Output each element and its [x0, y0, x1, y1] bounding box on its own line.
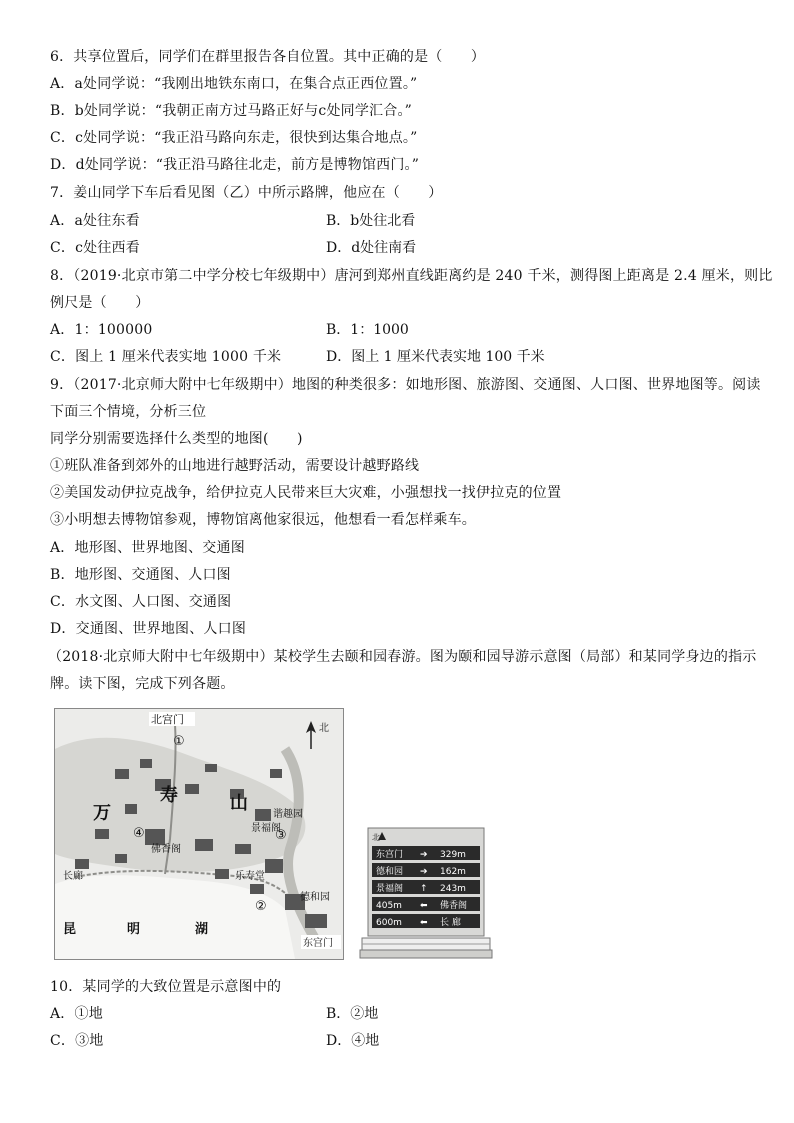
q7-option-a: A．a处往东看	[50, 213, 140, 229]
map-label-ming: 明	[127, 922, 141, 937]
sign-destination: 东宫门	[376, 850, 404, 860]
passage-intro-line1: （2018·北京师大附中七年级期中）某校学生去颐和园春游。图为颐和园导游示意图（局部）和某同学身边的指示	[48, 649, 757, 665]
map-point-1: ①	[173, 734, 185, 749]
map-label-shan: 山	[230, 793, 248, 814]
map-label-hu: 湖	[195, 922, 209, 937]
map-label-leshoutang: 乐寿堂	[235, 871, 265, 882]
q9-option-b: B．地形图、交通图、人口图	[50, 567, 231, 583]
sign-distance: 162m	[440, 867, 466, 877]
sign-arrow-icon: ➔	[420, 867, 428, 877]
q10-option-b: B．②地	[326, 1006, 379, 1022]
q10-stem: 10．某同学的大致位置是示意图中的	[50, 979, 282, 995]
q9-stem-line2: 下面三个情境，分析三位	[50, 404, 207, 420]
sign-arrow-icon: ⬅	[420, 918, 428, 928]
map-label-xiequyuan: 谐趣园	[273, 809, 303, 820]
sign-distance: 243m	[440, 884, 466, 894]
passage-intro-line2: 牌。读下图，完成下列各题。	[50, 676, 235, 692]
map-label-deheyuan: 德和园	[300, 892, 330, 903]
sign-destination: 长 廊	[440, 918, 461, 928]
map-label-wan: 万	[93, 803, 111, 824]
q9-stem-line3: 同学分别需要选择什么类型的地图( )	[50, 431, 303, 447]
q7-stem: 7．姜山同学下车后看见图（乙）中所示路牌，他应在（ ）	[50, 185, 443, 201]
q10-option-a: A．①地	[50, 1006, 103, 1022]
q6-stem: 6．共享位置后，同学们在群里报告各自位置。其中正确的是（ ）	[50, 49, 486, 65]
q7-option-b: B．b处往北看	[326, 213, 416, 229]
q10-option-c: C．③地	[50, 1033, 104, 1049]
sign-north-label: 北	[372, 833, 380, 842]
map-point-2: ②	[255, 899, 267, 914]
sign-arrow-icon: ➔	[420, 850, 428, 860]
q8-option-d: D．图上 1 厘米代表实地 100 千米	[326, 349, 545, 365]
q8-option-c: C．图上 1 厘米代表实地 1000 千米	[50, 349, 282, 365]
q10-option-d: D．④地	[326, 1033, 380, 1049]
q8-option-b: B．1：1000	[326, 322, 409, 338]
sign-destination: 佛香阁	[440, 901, 468, 911]
sign-destination: 景福阁	[376, 884, 404, 894]
q7-option-c: C．c处往西看	[50, 240, 140, 256]
q9-scenario-1: ①班队准备到郊外的山地进行越野活动，需要设计越野路线	[50, 458, 420, 474]
q9-option-c: C．水文图、人口图、交通图	[50, 594, 232, 610]
sign-arrow-icon: ⬅	[420, 901, 428, 911]
sign-distance: 329m	[440, 850, 466, 860]
summer-palace-map	[54, 708, 344, 960]
q6-option-c: C．c处同学说：“我正沿马路向东走，很快到达集合地点。”	[50, 130, 418, 146]
map-label-changlang: 长廊	[63, 871, 83, 882]
q8-stem-line1: 8．（2019·北京市第二中学分校七年级期中）唐河到郑州直线距离约是 240 千米，测得图上距离是 2.4 厘米，则比	[50, 268, 773, 284]
q9-option-a: A．地形图、世界地图、交通图	[50, 540, 245, 556]
sign-distance: 600m	[376, 918, 402, 928]
map-north-label: 北	[319, 723, 329, 734]
map-label-kun: 昆	[63, 922, 77, 937]
sign-distance: 405m	[376, 901, 402, 911]
sign-destination: 德和园	[376, 867, 404, 877]
q8-option-a: A．1：100000	[50, 322, 153, 338]
q9-stem-line1: 9．（2017·北京师大附中七年级期中）地图的种类很多：如地形图、旅游图、交通图、人口图、世界地图等。阅读	[50, 377, 761, 393]
q6-option-a: A．a处同学说：“我刚出地铁东南口，在集合点正西位置。”	[50, 76, 418, 92]
map-label-jingfuge: 景福阁	[251, 823, 281, 834]
direction-signboard	[358, 826, 494, 960]
q6-option-b: B．b处同学说：“我朝正南方过马路正好与c处同学汇合。”	[50, 103, 413, 119]
q9-scenario-2: ②美国发动伊拉克战争，给伊拉克人民带来巨大灾难，小强想找一找伊拉克的位置	[50, 485, 562, 501]
map-label-beigongmen: 北宫门	[151, 713, 184, 726]
map-point-3: ③	[275, 828, 287, 843]
q6-option-d: D．d处同学说：“我正沿马路往北走，前方是博物馆西门。”	[50, 157, 420, 173]
q8-stem-line2: 例尺是（ ）	[50, 295, 150, 311]
map-label-donggongmen: 东宫门	[303, 938, 333, 949]
map-label-foxiangge: 佛香阁	[151, 844, 181, 855]
map-point-4: ④	[133, 826, 145, 841]
map-label-shou: 寿	[160, 785, 178, 806]
q7-option-d: D．d处往南看	[326, 240, 417, 256]
sign-arrow-icon: ↑	[420, 884, 428, 894]
q9-scenario-3: ③小明想去博物馆参观，博物馆离他家很远，他想看一看怎样乘车。	[50, 512, 476, 528]
q9-option-d: D．交通图、世界地图、人口图	[50, 621, 247, 637]
